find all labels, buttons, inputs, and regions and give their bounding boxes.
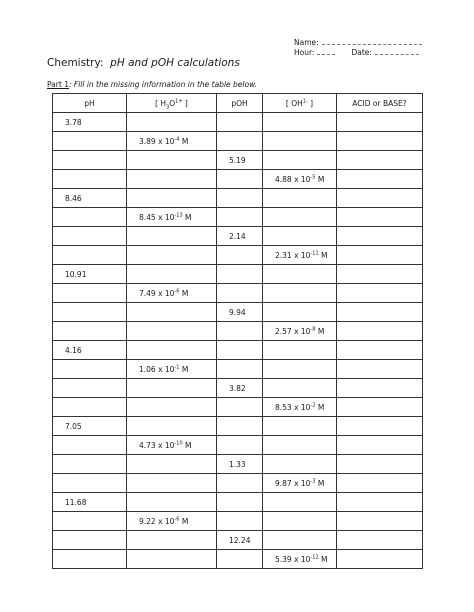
acid-base-cell[interactable]: [337, 512, 423, 531]
h3o-cell[interactable]: [127, 151, 217, 170]
header-fields: [294, 38, 422, 58]
acid-base-cell[interactable]: [337, 550, 423, 569]
table-row: [53, 360, 423, 379]
ph-cell[interactable]: [53, 531, 127, 550]
poh-cell[interactable]: [217, 493, 263, 512]
ph-cell: 4.16: [53, 341, 127, 360]
name-label: Name:: [294, 38, 319, 47]
h3o-cell[interactable]: [127, 246, 217, 265]
acid-base-cell[interactable]: [337, 455, 423, 474]
acid-base-cell[interactable]: [337, 360, 423, 379]
acid-base-cell[interactable]: [337, 341, 423, 360]
acid-base-cell[interactable]: [337, 208, 423, 227]
poh-cell: 9.94: [217, 303, 263, 322]
h3o-cell: 1.06 x $10^{-1}$ M: [127, 360, 217, 379]
oh-cell[interactable]: [263, 303, 337, 322]
h3o-cell[interactable]: [127, 170, 217, 189]
ph-cell[interactable]: [53, 284, 127, 303]
acid-base-cell[interactable]: [337, 246, 423, 265]
page-title: [47, 57, 240, 69]
oh-cell: 2.57 x $10^{-8}$ M: [263, 322, 337, 341]
acid-base-cell[interactable]: [337, 113, 423, 132]
h3o-cell[interactable]: [127, 493, 217, 512]
poh-cell[interactable]: [217, 322, 263, 341]
ph-cell: 8.46: [53, 189, 127, 208]
oh-cell[interactable]: [263, 151, 337, 170]
poh-cell[interactable]: [217, 550, 263, 569]
ph-table: [52, 93, 423, 569]
poh-cell[interactable]: [217, 474, 263, 493]
table-row: [53, 341, 423, 360]
oh-cell: 2.31 x $10^{-11}$ M: [263, 246, 337, 265]
table-row: [53, 227, 423, 246]
acid-base-cell[interactable]: [337, 322, 423, 341]
header-acid-base: ACID or BASE?: [337, 94, 423, 113]
ph-cell: 7.05: [53, 417, 127, 436]
oh-cell[interactable]: [263, 227, 337, 246]
table-body: [53, 113, 423, 569]
h3o-cell: 4.73 x $10^{-10}$ M: [127, 436, 217, 455]
h3o-cell[interactable]: [127, 550, 217, 569]
poh-cell[interactable]: [217, 132, 263, 151]
ph-cell[interactable]: [53, 474, 127, 493]
h3o-cell[interactable]: [127, 474, 217, 493]
ph-cell[interactable]: [53, 455, 127, 474]
table-row: [53, 512, 423, 531]
ph-cell[interactable]: [53, 398, 127, 417]
ph-cell[interactable]: [53, 132, 127, 151]
oh-cell: 5.39 x $10^{-12}$ M: [263, 550, 337, 569]
table-row: [53, 265, 423, 284]
poh-cell[interactable]: [217, 265, 263, 284]
acid-base-cell[interactable]: [337, 265, 423, 284]
poh-cell[interactable]: [217, 189, 263, 208]
table-row: [53, 189, 423, 208]
acid-base-cell[interactable]: [337, 531, 423, 550]
oh-cell[interactable]: [263, 113, 337, 132]
poh-cell[interactable]: [217, 284, 263, 303]
ph-cell: 11.68: [53, 493, 127, 512]
oh-cell[interactable]: [263, 455, 337, 474]
h3o-cell[interactable]: [127, 227, 217, 246]
oh-cell[interactable]: [263, 132, 337, 151]
table-row: [53, 379, 423, 398]
h3o-cell[interactable]: [127, 341, 217, 360]
ph-cell[interactable]: [53, 151, 127, 170]
hour-label: Hour:: [294, 48, 315, 57]
poh-cell[interactable]: [217, 398, 263, 417]
h3o-cell[interactable]: [127, 322, 217, 341]
table-row: [53, 398, 423, 417]
poh-cell: 3.82: [217, 379, 263, 398]
h3o-cell: 3.89 x $10^{-4}$ M: [127, 132, 217, 151]
oh-cell[interactable]: [263, 417, 337, 436]
acid-base-cell[interactable]: [337, 170, 423, 189]
date-label: Date:: [351, 48, 372, 57]
date-field[interactable]: [375, 48, 419, 55]
table-row: [53, 113, 423, 132]
title-prefix: Chemistry:: [47, 57, 104, 69]
poh-cell: 2.14: [217, 227, 263, 246]
ph-cell[interactable]: [53, 303, 127, 322]
acid-base-cell[interactable]: [337, 493, 423, 512]
h3o-cell[interactable]: [127, 531, 217, 550]
poh-cell[interactable]: [217, 417, 263, 436]
oh-cell: 9.87 x $10^{-3}$ M: [263, 474, 337, 493]
hour-field[interactable]: [317, 48, 335, 55]
ph-cell[interactable]: [53, 379, 127, 398]
oh-cell[interactable]: [263, 360, 337, 379]
table-row: [53, 208, 423, 227]
table-row: [53, 246, 423, 265]
name-row: [294, 38, 422, 48]
h3o-cell[interactable]: [127, 265, 217, 284]
poh-cell[interactable]: [217, 436, 263, 455]
acid-base-cell[interactable]: [337, 379, 423, 398]
acid-base-cell[interactable]: [337, 284, 423, 303]
oh-cell: 4.88 x $10^{-5}$ M: [263, 170, 337, 189]
acid-base-cell[interactable]: [337, 303, 423, 322]
h3o-cell: 7.49 x $10^{-6}$ M: [127, 284, 217, 303]
table-row: [53, 322, 423, 341]
table-row: [53, 151, 423, 170]
ph-cell[interactable]: [53, 227, 127, 246]
ph-cell: 3.78: [53, 113, 127, 132]
acid-base-cell[interactable]: [337, 417, 423, 436]
ph-cell[interactable]: [53, 512, 127, 531]
oh-cell[interactable]: [263, 493, 337, 512]
acid-base-cell[interactable]: [337, 189, 423, 208]
oh-cell[interactable]: [263, 531, 337, 550]
table-row: [53, 436, 423, 455]
ph-cell[interactable]: [53, 170, 127, 189]
acid-base-cell[interactable]: [337, 474, 423, 493]
poh-cell[interactable]: [217, 208, 263, 227]
oh-cell[interactable]: [263, 189, 337, 208]
table-row: [53, 550, 423, 569]
h3o-cell[interactable]: [127, 455, 217, 474]
oh-cell[interactable]: [263, 512, 337, 531]
table-row: [53, 474, 423, 493]
oh-cell[interactable]: [263, 284, 337, 303]
table-row: [53, 455, 423, 474]
ph-cell[interactable]: [53, 436, 127, 455]
ph-cell[interactable]: [53, 360, 127, 379]
oh-cell[interactable]: [263, 265, 337, 284]
table-row: [53, 170, 423, 189]
h3o-cell[interactable]: [127, 113, 217, 132]
acid-base-cell[interactable]: [337, 227, 423, 246]
ph-cell[interactable]: [53, 246, 127, 265]
acid-base-cell[interactable]: [337, 398, 423, 417]
poh-cell[interactable]: [217, 341, 263, 360]
ph-cell: 10.91: [53, 265, 127, 284]
oh-cell: 8.53 x $10^{-2}$ M: [263, 398, 337, 417]
name-field[interactable]: [322, 38, 422, 45]
hour-date-row: [294, 48, 422, 58]
header-oh: [ $OH^{1-}$ ]: [263, 94, 337, 113]
acid-base-cell[interactable]: [337, 436, 423, 455]
table-row: [53, 303, 423, 322]
h3o-cell[interactable]: [127, 303, 217, 322]
h3o-cell: 8.45 x $10^{-13}$ M: [127, 208, 217, 227]
header-poh: pOH: [217, 94, 263, 113]
h3o-cell[interactable]: [127, 379, 217, 398]
poh-cell: 12.24: [217, 531, 263, 550]
table-row: [53, 132, 423, 151]
poh-cell: 1.33: [217, 455, 263, 474]
oh-cell[interactable]: [263, 341, 337, 360]
part-label: Part 1: [47, 80, 69, 89]
acid-base-cell[interactable]: [337, 151, 423, 170]
table-row: [53, 284, 423, 303]
title-topic: pH and pOH calculations: [110, 57, 240, 69]
table-row: [53, 417, 423, 436]
h3o-cell[interactable]: [127, 398, 217, 417]
poh-cell[interactable]: [217, 113, 263, 132]
instructions-text: : Fill in the missing information in the table below.: [68, 80, 258, 89]
table-row: [53, 493, 423, 512]
table-header-row: [53, 94, 423, 113]
h3o-cell: 9.22 x $10^{-6}$ M: [127, 512, 217, 531]
poh-cell[interactable]: [217, 360, 263, 379]
ph-cell[interactable]: [53, 208, 127, 227]
poh-cell: 5.19: [217, 151, 263, 170]
header-h3o: [ $H_3O^{1+}$ ]: [127, 94, 217, 113]
ph-cell[interactable]: [53, 550, 127, 569]
h3o-cell[interactable]: [127, 189, 217, 208]
ph-cell[interactable]: [53, 322, 127, 341]
poh-cell[interactable]: [217, 246, 263, 265]
h3o-cell[interactable]: [127, 417, 217, 436]
oh-cell[interactable]: [263, 436, 337, 455]
acid-base-cell[interactable]: [337, 132, 423, 151]
header-ph: pH: [53, 94, 127, 113]
instructions: [47, 80, 257, 89]
oh-cell[interactable]: [263, 379, 337, 398]
poh-cell[interactable]: [217, 512, 263, 531]
poh-cell[interactable]: [217, 170, 263, 189]
oh-cell[interactable]: [263, 208, 337, 227]
table-row: [53, 531, 423, 550]
